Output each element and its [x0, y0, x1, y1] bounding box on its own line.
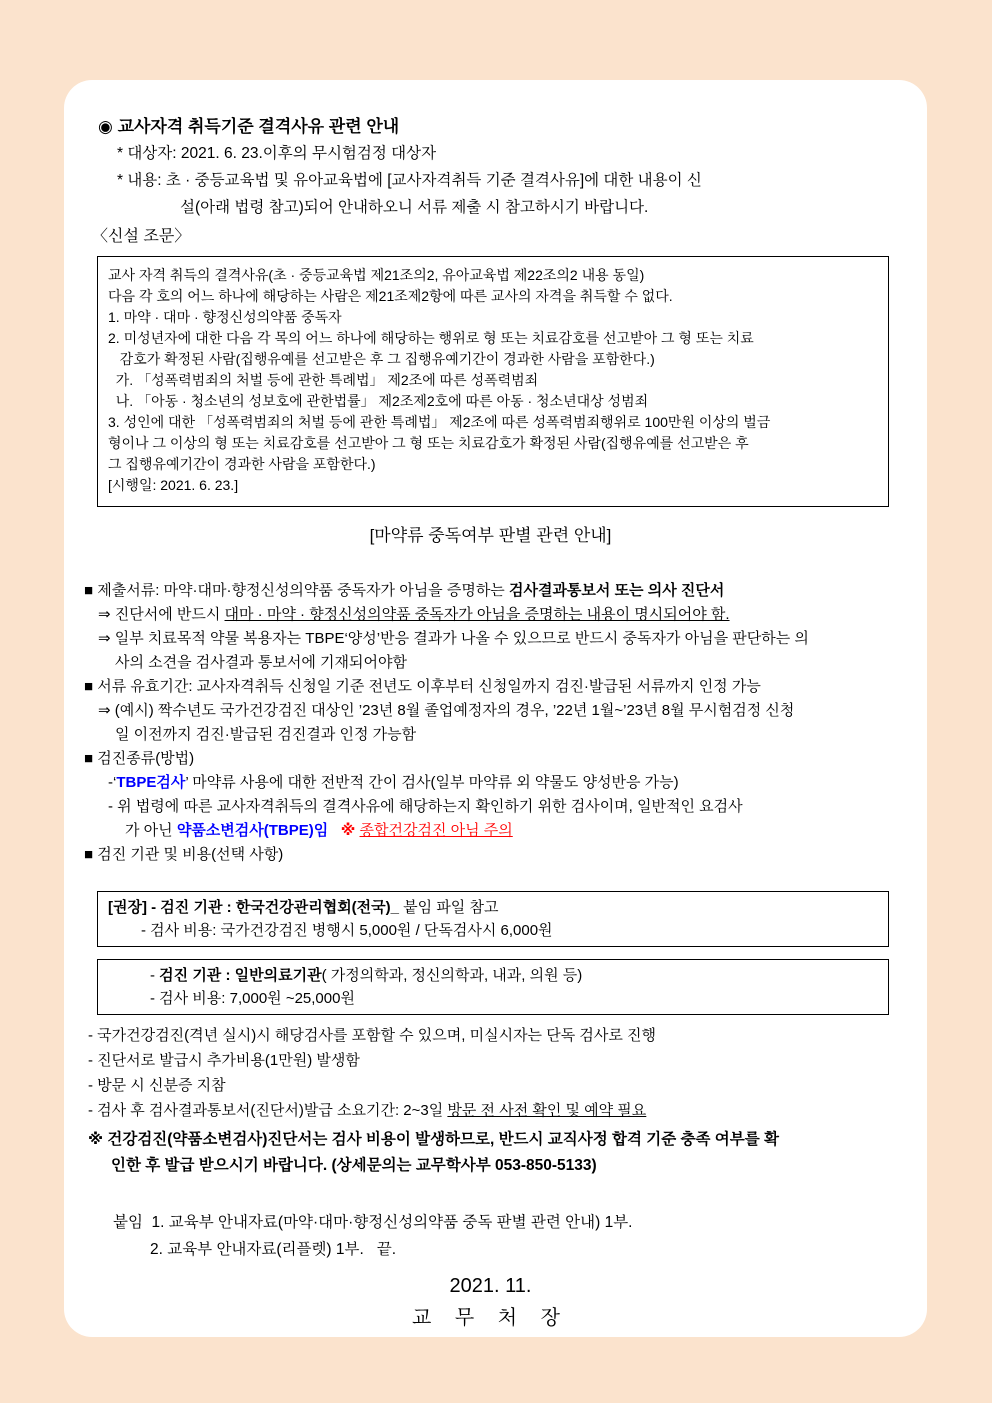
notes-list	[84, 1023, 897, 1123]
recommended-org-cost: - 검사 비용: 국가건강검진 병행시 5,000원 / 단독검사시 6,000원	[141, 922, 553, 939]
fee-warning	[84, 1127, 897, 1179]
validity-text: ■ 서류 유효기간: 교사자격취득 신청일 기준 전년도 이후부터 신청일까지 검진·발급된 서류까지 인정 가능	[84, 678, 761, 695]
law-check-gap	[328, 822, 341, 839]
law-box-line-7: 나. 「아동 · 청소년의 성보호에 관한법률」 제2조제2호에 따른 아동 · 청소년대상 성범죄	[108, 393, 649, 409]
tbpe-exam-prefix: -‘	[108, 774, 117, 791]
note-item-1-text: - 국가건강검진(격년 실시)시 해당검사를 포함할 수 있으며, 미실시자는 단독 검사로 진행	[88, 1027, 656, 1044]
diagnosis-note-underline: 대마 · 마약 · 향정신성의약품 중독자가 아님을 증명하는 내용이 명시되어야 함.	[224, 606, 730, 623]
note-item-3-text: - 방문 시 신분증 지참	[88, 1077, 226, 1094]
general-org-cost: - 검사 비용: 7,000원 ~25,000원	[150, 990, 355, 1007]
not-full-checkup-warning: 종합건강검진 아님 주의	[359, 822, 513, 839]
submit-docs-text: ■ 제출서류: 마약·대마·향정신성의약품 중독자가 아님을 증명하는	[84, 582, 509, 599]
law-box-line-1: 교사 자격 취득의 결격사유(초 · 중등교육법 제21조의2, 유아교육법 제22조의2 내용 동일)	[108, 267, 645, 283]
attachments	[84, 1209, 897, 1263]
general-org-line-2	[108, 987, 878, 1010]
attachment-2-text: 2. 교육부 안내자료(리플렛) 1부. 끝.	[150, 1241, 396, 1258]
general-org-bold: 검진 기관 : 일반의료기관	[159, 967, 322, 984]
general-org-box	[97, 959, 889, 1015]
drug-section-title	[84, 523, 897, 549]
exam-type-text: ■ 검진종류(방법)	[84, 750, 195, 767]
submit-docs-bold: 검사결과통보서 또는 의사 진단서	[508, 582, 725, 599]
content-line-1	[84, 167, 897, 194]
tbpe-positive-line-2	[84, 651, 897, 675]
note-item-4-prefix: - 검사 후 검사결과통보서(진단서)발급 소요기간: 2~3일	[88, 1102, 448, 1119]
law-box-line-6: 가. 「성폭력범죄의 처벌 등에 관한 특례법」 제2조에 따른 성폭력범죄	[108, 372, 539, 388]
law-box-line-10: 그 집행유예기간이 경과한 사람을 포함한다.)	[108, 456, 376, 472]
new-clause-label-text: 〈신설 조문〉	[92, 228, 191, 245]
tbpe-positive-text-1: ⇒ 일부 치료목적 약물 복용자는 TBPE‘양성’반응 결과가 나올 수 있으므로 반드시 중독자가 아님을 판단하는 의	[98, 630, 809, 647]
validity-line	[84, 675, 897, 699]
signer-title	[84, 1303, 897, 1333]
content-line-1-text: * 내용: 초 · 중등교육법 및 유아교육법에 [교사자격취득 기준 결격사유]에 대한 내용이 신	[117, 172, 702, 189]
issue-date	[84, 1271, 897, 1301]
law-excerpt-box	[97, 256, 889, 507]
example-text-1: ⇒ (예시) 짝수년도 국가건강검진 대상인 ’23년 8월 졸업예정자의 경우, ’22년 1월~’23년 8월 무시험검정 신청	[98, 702, 795, 719]
document-title-label: 교사자격 취득기준 결격사유 관련 안내	[117, 117, 400, 136]
recommended-org-bold: [권장] - 검진 기관 : 한국건강관리협회(전국)_	[108, 899, 399, 916]
fee-warning-line-2	[84, 1153, 897, 1179]
diagnosis-note-prefix: ⇒ 진단서에 반드시	[98, 606, 225, 623]
issue-date-text: 2021. 11.	[449, 1275, 532, 1297]
general-org-prefix: -	[150, 967, 160, 984]
attachment-line-1	[84, 1209, 897, 1236]
org-cost-text: ■ 검진 기관 및 비용(선택 사항)	[84, 846, 284, 863]
general-org-line-1	[108, 964, 878, 987]
content-line-2-text: 설(아래 법령 참고)되어 안내하오니 서류 제출 시 참고하시기 바랍니다.	[180, 199, 649, 216]
note-item-4	[84, 1098, 897, 1123]
warning-asterisk: ※	[340, 822, 360, 839]
note-item-2	[84, 1048, 897, 1073]
law-check-text-1: - 위 법령에 따른 교사자격취득의 결격사유에 해당하는지 확인하기 위한 검사이며, 일반적인 요검사	[108, 798, 743, 815]
general-org-rest: ( 가정의학과, 정신의학과, 내과, 의원 등)	[321, 967, 583, 984]
fisheye-bullet-icon: ◉	[98, 117, 113, 136]
fee-warning-text-1: ※ 건강검진(약품소변검사)진단서는 검사 비용이 발생하므로, 반드시 교직사정 합격 기준 충족 여부를 확	[88, 1131, 779, 1148]
exam-type-line	[84, 747, 897, 771]
recommended-org-line-1	[108, 896, 878, 919]
signer-title-text: 교 무 처 장	[412, 1307, 569, 1329]
note-item-2-text: - 진단서로 발급시 추가비용(1만원) 발생함	[88, 1052, 360, 1069]
tbpe-exam-line	[84, 771, 897, 795]
diagnosis-note-line	[84, 603, 897, 627]
law-box-line-2: 다음 각 호의 어느 하나에 해당하는 사람은 제21조제2항에 따른 교사의 자격을 취득할 수 없다.	[108, 288, 673, 304]
recommended-org-rest: 붙임 파일 참고	[399, 899, 499, 916]
law-check-line-2	[84, 819, 897, 843]
target-line	[84, 140, 897, 167]
content-line-2	[84, 194, 897, 221]
document-card	[64, 80, 927, 1337]
document-title	[84, 114, 897, 140]
law-box-line-9: 형이나 그 이상의 형 또는 치료감호를 선고받아 그 형 또는 치료감호가 확정된 사람(집행유예를 선고받은 후	[108, 435, 749, 451]
law-box-line-3: 1. 마약 · 대마 · 향정신성의약품 중독자	[108, 309, 342, 325]
law-box-line-11: [시행일: 2021. 6. 23.]	[108, 477, 239, 493]
submit-docs-line	[84, 579, 897, 603]
note-item-3	[84, 1073, 897, 1098]
attachment-line-2	[84, 1236, 897, 1263]
target-line-text: * 대상자: 2021. 6. 23.이후의 무시험검정 대상자	[117, 145, 437, 162]
law-box-line-8: 3. 성인에 대한 「성폭력범죄의 처벌 등에 관한 특례법」 제2조에 따른 성폭력범죄행위로 100만원 이상의 벌금	[108, 414, 771, 430]
law-check-line-1	[84, 795, 897, 819]
tbpe-positive-line-1	[84, 627, 897, 651]
example-line-1	[84, 699, 897, 723]
fee-warning-text-2: 인한 후 발급 받으시기 바랍니다. (상세문의는 교무학사부 053-850-5133)	[111, 1157, 597, 1174]
tbpe-exam-blue: TBPE검사	[116, 774, 186, 791]
law-box-line-5: 감호가 확정된 사람(집행유예를 선고받은 후 그 집행유예기간이 경과한 사람을 포함한다.)	[108, 351, 655, 367]
law-check-blue: 약품소변검사(TBPE)임	[176, 822, 329, 839]
drug-section-title-text: [마약류 중독여부 판별 관련 안내]	[369, 526, 612, 545]
note-item-4-underline: 방문 전 사전 확인 및 예약 필요	[447, 1102, 647, 1119]
law-check-prefix: 가 아닌	[125, 822, 177, 839]
recommended-org-box	[97, 891, 889, 947]
tbpe-exam-suffix: ’ 마약류 사용에 대한 전반적 간이 검사(일부 마약류 외 약물도 양성반응 가능)	[185, 774, 679, 791]
new-clause-label	[84, 223, 897, 250]
note-item-1	[84, 1023, 897, 1048]
law-box-line-4: 2. 미성년자에 대한 다음 각 목의 어느 하나에 해당하는 행위로 형 또는 치료감호를 선고받아 그 형 또는 치료	[108, 330, 754, 346]
org-cost-line	[84, 843, 897, 867]
drug-notice-body	[84, 579, 897, 867]
example-line-2	[84, 723, 897, 747]
example-text-2: 일 이전까지 검진·발급된 검진결과 인정 가능함	[115, 726, 417, 743]
attachment-1-text: 붙임 1. 교육부 안내자료(마약·대마·향정신성의약품 중독 판별 관련 안내) 1부.	[113, 1214, 633, 1231]
fee-warning-line-1	[84, 1127, 897, 1153]
tbpe-positive-text-2: 사의 소견을 검사결과 통보서에 기재되어야함	[115, 654, 407, 671]
recommended-org-line-2	[108, 919, 878, 942]
